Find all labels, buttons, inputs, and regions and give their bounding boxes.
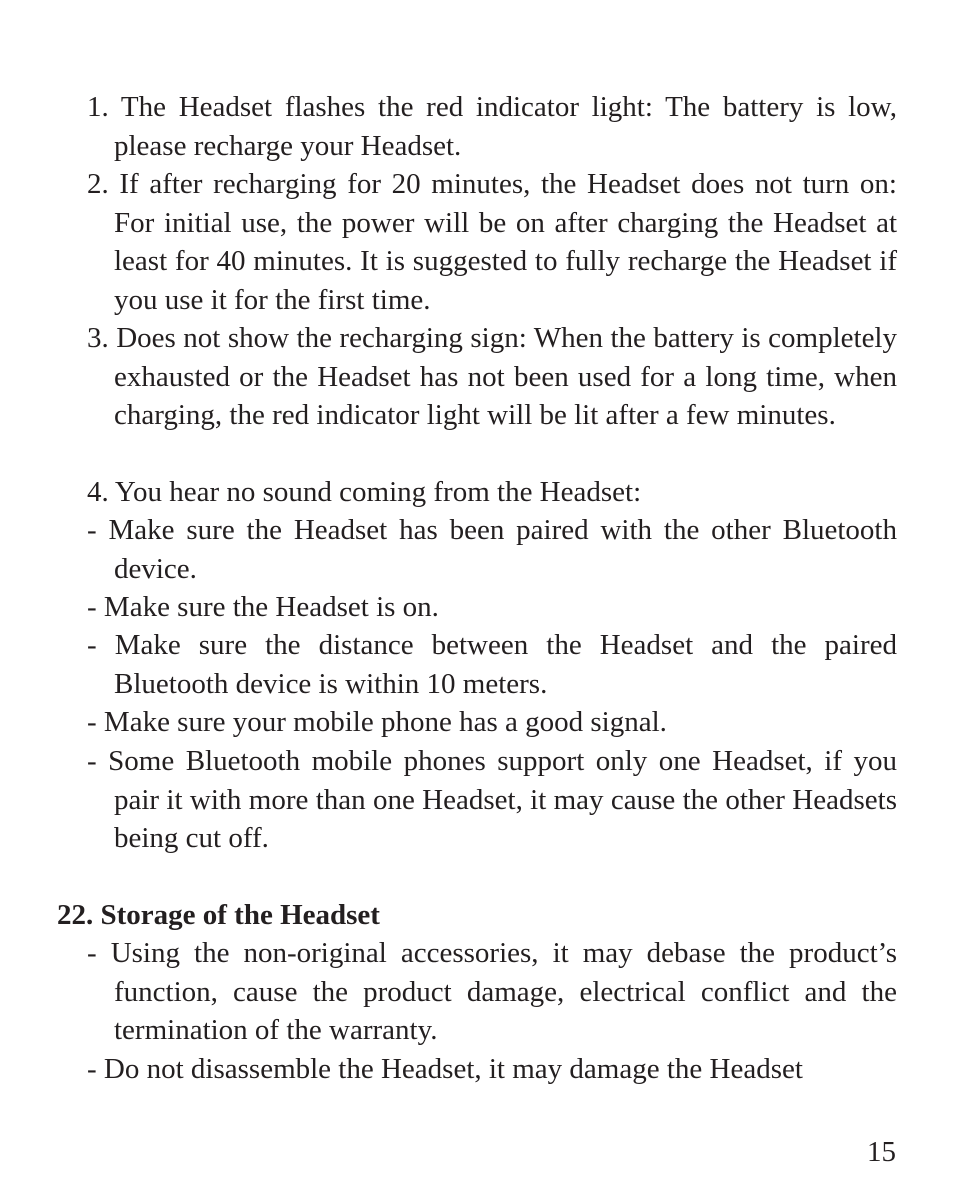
item-check-paired: - Make sure the Headset has been paired with the other Bluetooth device.	[87, 514, 897, 585]
item-do-not-disassemble: - Do not disassemble the Headset, it may damage the Headset	[87, 1053, 803, 1085]
item-no-recharging-sign: 3. Does not show the recharging sign: When the battery is completely exhausted or the Headset has not been used for a long time, when charging, the red indicator light will be lit after a few minutes.	[87, 322, 897, 431]
page-number: 15	[867, 1136, 896, 1168]
item-no-sound: 4. You hear no sound coming from the Headset:	[87, 476, 642, 508]
item-check-distance: - Make sure the distance between the Headset and the paired Bluetooth device is within 10 meters.	[87, 629, 897, 700]
item-low-battery: 1. The Headset flashes the red indicator light: The battery is low, please recharge your Headset.	[87, 91, 897, 162]
section-heading: 22. Storage of the Headset	[57, 899, 380, 931]
item-one-headset: - Some Bluetooth mobile phones support only one Headset, if you pair it with more than one Headset, it may cause the other Headsets being cut off.	[87, 745, 897, 854]
item-no-turn-on: 2. If after recharging for 20 minutes, the Headset does not turn on: For initial use, the power will be on after charging the Headset at least for 40 minutes. It is suggested to fully recharge the Headset if you use it for the first time.	[87, 168, 897, 316]
item-non-original-accessories: - Using the non-original accessories, it may debase the product’s function, cause the product damage, electrical conflict and the termination of the warranty.	[87, 937, 897, 1046]
item-check-on: - Make sure the Headset is on.	[87, 591, 439, 623]
item-check-signal: - Make sure your mobile phone has a good signal.	[87, 706, 667, 738]
